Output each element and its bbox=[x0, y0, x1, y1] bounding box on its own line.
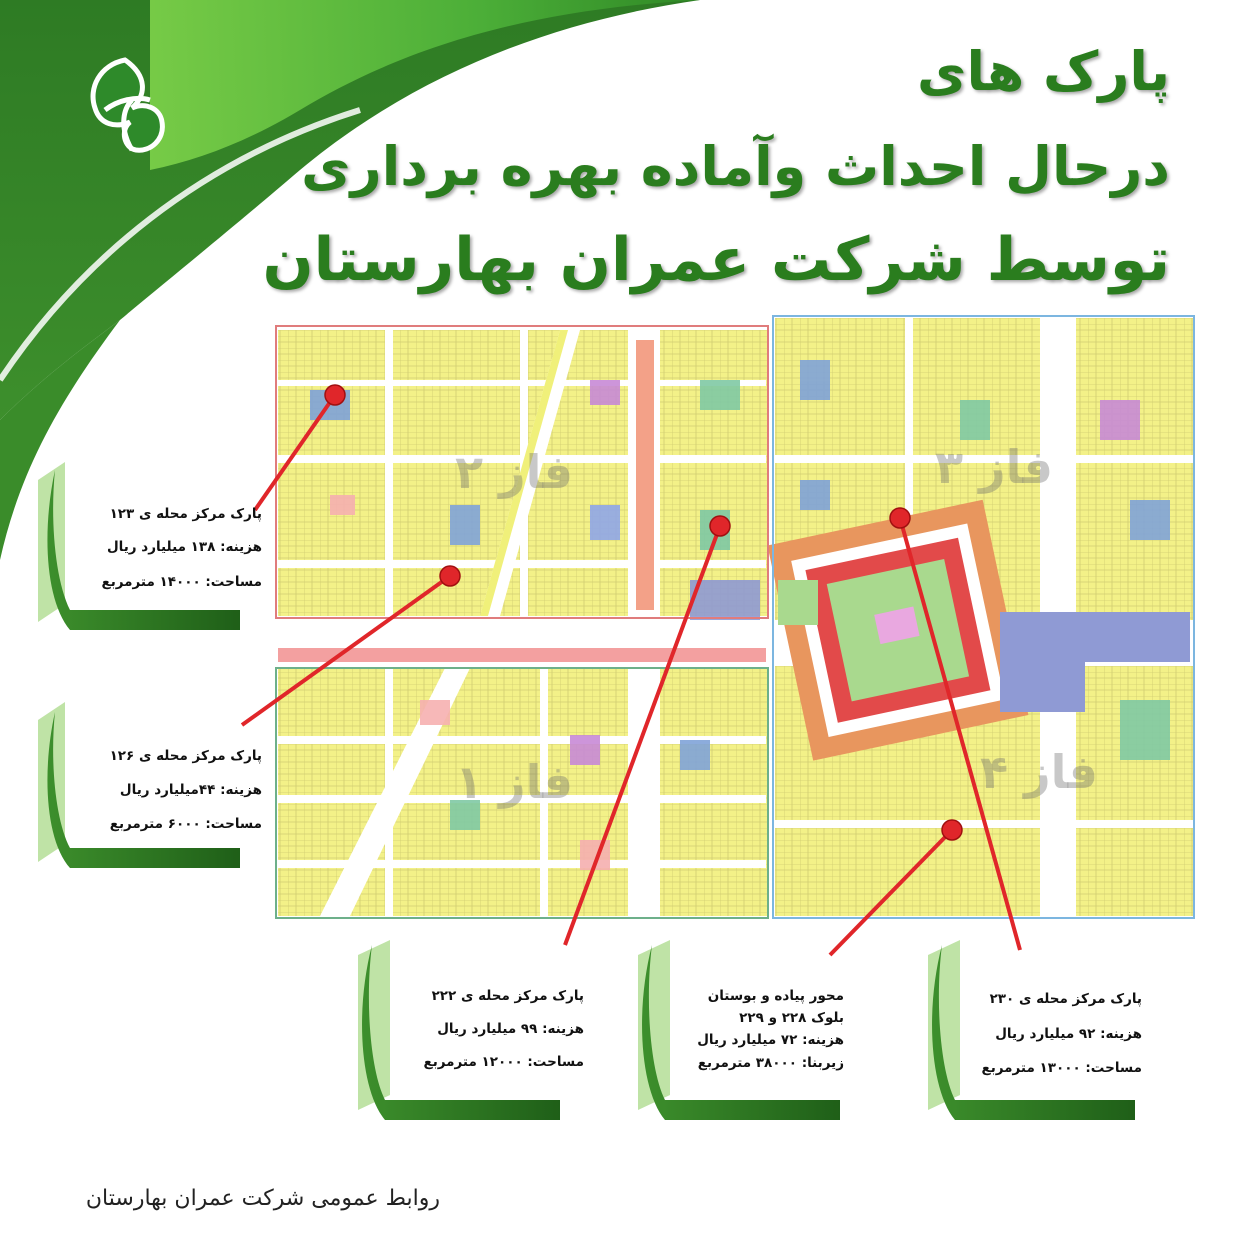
phase-label-4: فاز ۴ bbox=[980, 745, 1098, 799]
callout-cost: هزینه: ۷۲ میلیارد ریال bbox=[697, 1032, 844, 1048]
title-line-2: درحال احداث وآماده بهره برداری bbox=[301, 135, 1170, 198]
callout-area: مساحت: ۱۲۰۰۰ مترمربع bbox=[423, 1054, 584, 1070]
callout-park-230 bbox=[962, 991, 1142, 1076]
callout-pedestrian-axis bbox=[664, 990, 844, 1080]
phase-label-1: فاز ۱ bbox=[455, 755, 573, 809]
callout-area: مساحت: ۶۰۰۰ مترمربع bbox=[109, 816, 262, 832]
callout-title: پارک مرکز محله ی ۲۲۲ bbox=[431, 988, 584, 1004]
callout-park-222 bbox=[404, 990, 584, 1070]
title-line-3: توسط شرکت عمران بهارستان bbox=[262, 225, 1170, 295]
callout-title: محور پیاده و بوستان bbox=[707, 988, 844, 1004]
callout-cost: هزینه: ۴۴میلیارد ریال bbox=[119, 782, 262, 798]
callout-subtitle: بلوک ۲۲۸ و ۲۲۹ bbox=[739, 1010, 844, 1026]
footer-credit: روابط عمومی شرکت عمران بهارستان bbox=[85, 1186, 440, 1211]
callout-area: مساحت: ۱۳۰۰۰ مترمربع bbox=[981, 1060, 1142, 1076]
callout-park-126 bbox=[82, 750, 262, 830]
callout-area: مساحت: ۱۴۰۰۰ مترمربع bbox=[101, 574, 262, 590]
callout-park-123 bbox=[82, 508, 262, 588]
phase-label-3: فاز ۳ bbox=[935, 440, 1053, 494]
callout-cost: هزینه: ۱۳۸ میلیارد ریال bbox=[106, 539, 262, 555]
callout-title: پارک مرکز محله ی ۱۲۶ bbox=[109, 748, 262, 764]
city-map bbox=[276, 316, 1196, 918]
callout-title: پارک مرکز محله ی ۱۲۳ bbox=[109, 506, 262, 522]
callout-cost: هزینه: ۹۲ میلیارد ریال bbox=[995, 1026, 1142, 1042]
callout-title: پارک مرکز محله ی ۲۳۰ bbox=[989, 991, 1142, 1007]
callout-area: زیربنا: ۳۸۰۰۰ مترمربع bbox=[697, 1055, 844, 1071]
title-line-1: پارک های bbox=[917, 40, 1170, 103]
phase-label-2: فاز ۲ bbox=[455, 445, 573, 499]
callout-cost: هزینه: ۹۹ میلیارد ریال bbox=[437, 1021, 584, 1037]
